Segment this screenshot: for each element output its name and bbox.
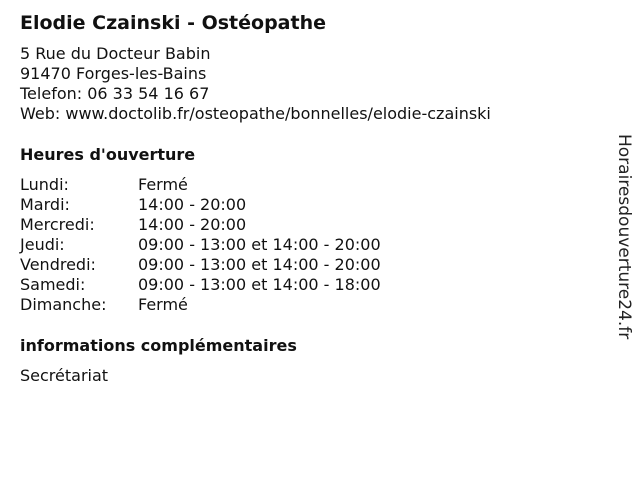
time-value: 14:00 - 20:00 <box>138 215 247 234</box>
time-value: Fermé <box>138 175 188 194</box>
hours-row-samedi <box>20 275 600 295</box>
additional-info-heading: informations complémentaires <box>20 336 297 355</box>
day-label: Dimanche: <box>20 295 107 314</box>
city-address: 91470 Forges-les-Bains <box>20 64 207 83</box>
opening-hours-table <box>20 175 600 315</box>
day-label: Samedi: <box>20 275 86 294</box>
hours-row-dimanche <box>20 295 600 315</box>
day-label: Vendredi: <box>20 255 96 274</box>
street-address: 5 Rue du Docteur Babin <box>20 44 211 63</box>
time-value: Fermé <box>138 295 188 314</box>
opening-hours-heading: Heures d'ouverture <box>20 145 196 164</box>
time-value: 09:00 - 13:00 et 14:00 - 20:00 <box>138 235 381 254</box>
hours-row-mardi <box>20 195 600 215</box>
contact-block <box>20 44 600 124</box>
day-label: Lundi: <box>20 175 69 194</box>
day-label: Mercredi: <box>20 215 95 234</box>
site-watermark: Horairesdouverture24.fr <box>614 134 634 340</box>
business-card <box>20 10 600 386</box>
website-link[interactable]: Web: www.doctolib.fr/osteopathe/bonnelles/elodie-czainski <box>20 104 491 123</box>
time-value: 09:00 - 13:00 et 14:00 - 20:00 <box>138 255 381 274</box>
business-name: Elodie Czainski - Ostéopathe <box>20 12 326 34</box>
hours-row-jeudi <box>20 235 600 255</box>
hours-row-vendredi <box>20 255 600 275</box>
time-value: 14:00 - 20:00 <box>138 195 247 214</box>
time-value: 09:00 - 13:00 et 14:00 - 18:00 <box>138 275 381 294</box>
phone-number: Telefon: 06 33 54 16 67 <box>20 84 210 103</box>
hours-row-lundi <box>20 175 600 195</box>
additional-info-text: Secrétariat <box>20 366 109 385</box>
hours-row-mercredi <box>20 215 600 235</box>
day-label: Mardi: <box>20 195 70 214</box>
day-label: Jeudi: <box>20 235 65 254</box>
